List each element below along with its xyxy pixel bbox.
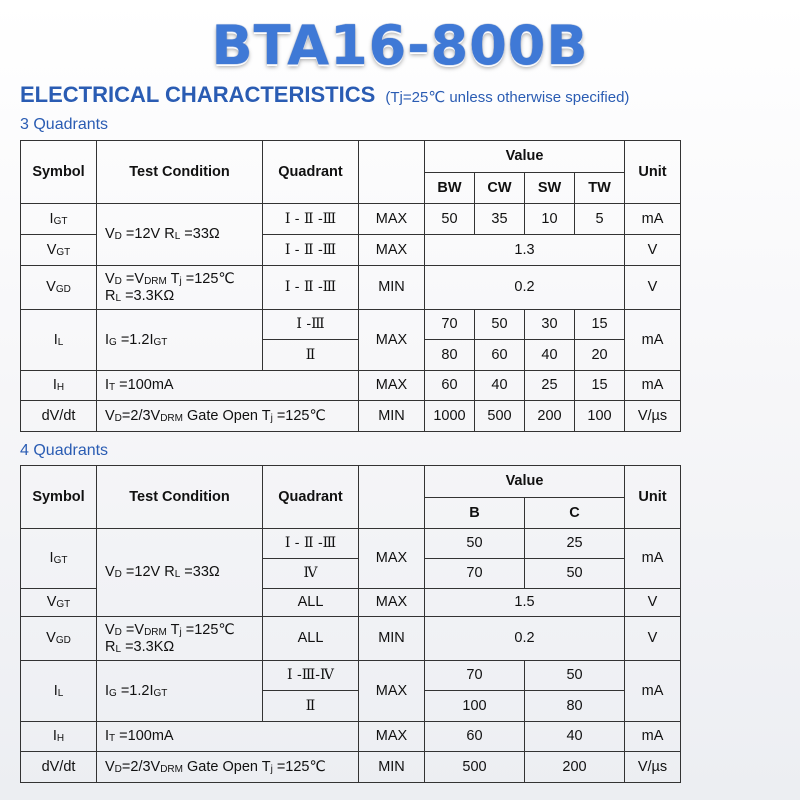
symbol-cell: IH [21,722,97,752]
header-value: Value [425,466,625,498]
min-max-cell: MIN [359,401,425,432]
value-cell: 50 [525,559,625,589]
condition-cell: IT =100mA [97,722,359,752]
table-header-row [21,141,681,173]
unit-cell: mA [625,722,681,752]
header-quadrant: Quadrant [263,141,359,204]
quadrant-cell: Ⅱ [263,691,359,722]
value-cell: 70 [425,310,475,340]
value-cell: 60 [425,371,475,401]
grade-header: TW [575,173,625,204]
unit-cell: mA [625,529,681,589]
min-max-cell: MAX [359,589,425,617]
min-max-cell: MAX [359,529,425,589]
table-header-row [21,466,681,498]
symbol-cell: dV/dt [21,401,97,432]
table-row [21,722,681,752]
value-cell: 100 [425,691,525,722]
min-max-cell: MIN [359,752,425,783]
min-max-cell: MAX [359,722,425,752]
header-test-condition: Test Condition [97,466,263,529]
value-cell: 40 [475,371,525,401]
value-cell: 50 [425,529,525,559]
value-cell: 70 [425,559,525,589]
section-heading [20,82,629,108]
table-row [21,401,681,432]
unit-cell: V [625,266,681,310]
quadrant-cell: ALL [263,617,359,661]
condition-cell: VD =12V RL =33Ω [97,529,263,617]
quadrant-cell: Ⅰ - Ⅱ -Ⅲ [263,529,359,559]
symbol-cell: IL [21,310,97,371]
value-cell: 1.3 [425,235,625,266]
header-unit: Unit [625,466,681,529]
unit-cell: mA [625,310,681,371]
table-row [21,310,681,340]
symbol-cell: VGD [21,266,97,310]
quadrant-cell: Ⅰ - Ⅱ -Ⅲ [263,204,359,235]
header-value: Value [425,141,625,173]
header-test-condition: Test Condition [97,141,263,204]
symbol-cell: VGD [21,617,97,661]
grade-header: BW [425,173,475,204]
header-symbol: Symbol [21,141,97,204]
quadrant-cell: Ⅱ [263,340,359,371]
value-cell: 60 [475,340,525,371]
symbol-cell: IGT [21,529,97,589]
symbol-cell: IL [21,661,97,722]
value-cell: 70 [425,661,525,691]
value-cell: 50 [425,204,475,235]
table-row [21,617,681,661]
header-min-max [359,141,425,204]
min-max-cell: MAX [359,235,425,266]
value-cell: 40 [525,340,575,371]
grade-header: CW [475,173,525,204]
unit-cell: V [625,617,681,661]
four-quadrants-label: 4 Quadrants [20,442,109,459]
value-cell: 25 [525,529,625,559]
page-title: BTA16-800B [211,14,589,77]
value-cell: 35 [475,204,525,235]
value-cell: 0.2 [425,617,625,661]
header-quadrant: Quadrant [263,466,359,529]
condition-cell: VD=2/3VDRM Gate Open Tj =125℃ [97,401,359,432]
unit-cell: mA [625,204,681,235]
value-cell: 50 [475,310,525,340]
min-max-cell: MAX [359,661,425,722]
value-cell: 15 [575,310,625,340]
unit-cell: V/µs [625,401,681,432]
quadrant-cell: Ⅳ [263,559,359,589]
quadrant-cell: Ⅰ -Ⅲ [263,310,359,340]
three-quadrants-table [20,140,681,432]
symbol-cell: IH [21,371,97,401]
condition-cell: VD =12V RL =33Ω [97,204,263,266]
condition-cell: IG =1.2IGT [97,310,263,371]
table-row [21,752,681,783]
table-row [21,204,681,235]
header-min-max [359,466,425,529]
value-cell: 20 [575,340,625,371]
grade-header: C [525,498,625,529]
value-cell: 200 [525,401,575,432]
min-max-cell: MAX [359,310,425,371]
value-cell: 100 [575,401,625,432]
condition-cell: IG =1.2IGT [97,661,263,722]
value-cell: 40 [525,722,625,752]
value-cell: 500 [425,752,525,783]
unit-cell: mA [625,661,681,722]
unit-cell: V [625,235,681,266]
value-cell: 60 [425,722,525,752]
value-cell: 80 [525,691,625,722]
value-cell: 5 [575,204,625,235]
value-cell: 50 [525,661,625,691]
min-max-cell: MAX [359,371,425,401]
symbol-cell: VGT [21,589,97,617]
quadrant-cell: Ⅰ - Ⅱ -Ⅲ [263,235,359,266]
section-heading-note: (Tj=25℃ unless otherwise specified) [385,89,630,106]
value-cell: 500 [475,401,525,432]
grade-header: SW [525,173,575,204]
value-cell: 80 [425,340,475,371]
header-symbol: Symbol [21,466,97,529]
condition-cell: VD =VDRM Tj =125℃ RL =3.3KΩ [97,617,263,661]
quadrant-cell: Ⅰ - Ⅱ -Ⅲ [263,266,359,310]
four-quadrants-table [20,465,681,783]
min-max-cell: MIN [359,617,425,661]
table-row [21,529,681,559]
unit-cell: mA [625,371,681,401]
min-max-cell: MIN [359,266,425,310]
unit-cell: V [625,589,681,617]
symbol-cell: dV/dt [21,752,97,783]
symbol-cell: IGT [21,204,97,235]
value-cell: 0.2 [425,266,625,310]
three-quadrants-label: 3 Quadrants [20,116,109,133]
value-cell: 1.5 [425,589,625,617]
value-cell: 200 [525,752,625,783]
value-cell: 25 [525,371,575,401]
grade-header: B [425,498,525,529]
value-cell: 1000 [425,401,475,432]
value-cell: 15 [575,371,625,401]
symbol-cell: VGT [21,235,97,266]
unit-cell: V/µs [625,752,681,783]
condition-cell: IT =100mA [97,371,359,401]
table-row [21,266,681,310]
min-max-cell: MAX [359,204,425,235]
condition-cell: VD=2/3VDRM Gate Open Tj =125℃ [97,752,359,783]
table-row [21,661,681,691]
section-heading-text: ELECTRICAL CHARACTERISTICS [20,82,376,107]
quadrant-cell: ALL [263,589,359,617]
value-cell: 10 [525,204,575,235]
header-unit: Unit [625,141,681,204]
quadrant-cell: Ⅰ -Ⅲ-Ⅳ [263,661,359,691]
condition-cell: VD =VDRM Tj =125℃ RL =3.3KΩ [97,266,263,310]
value-cell: 30 [525,310,575,340]
table-row [21,371,681,401]
